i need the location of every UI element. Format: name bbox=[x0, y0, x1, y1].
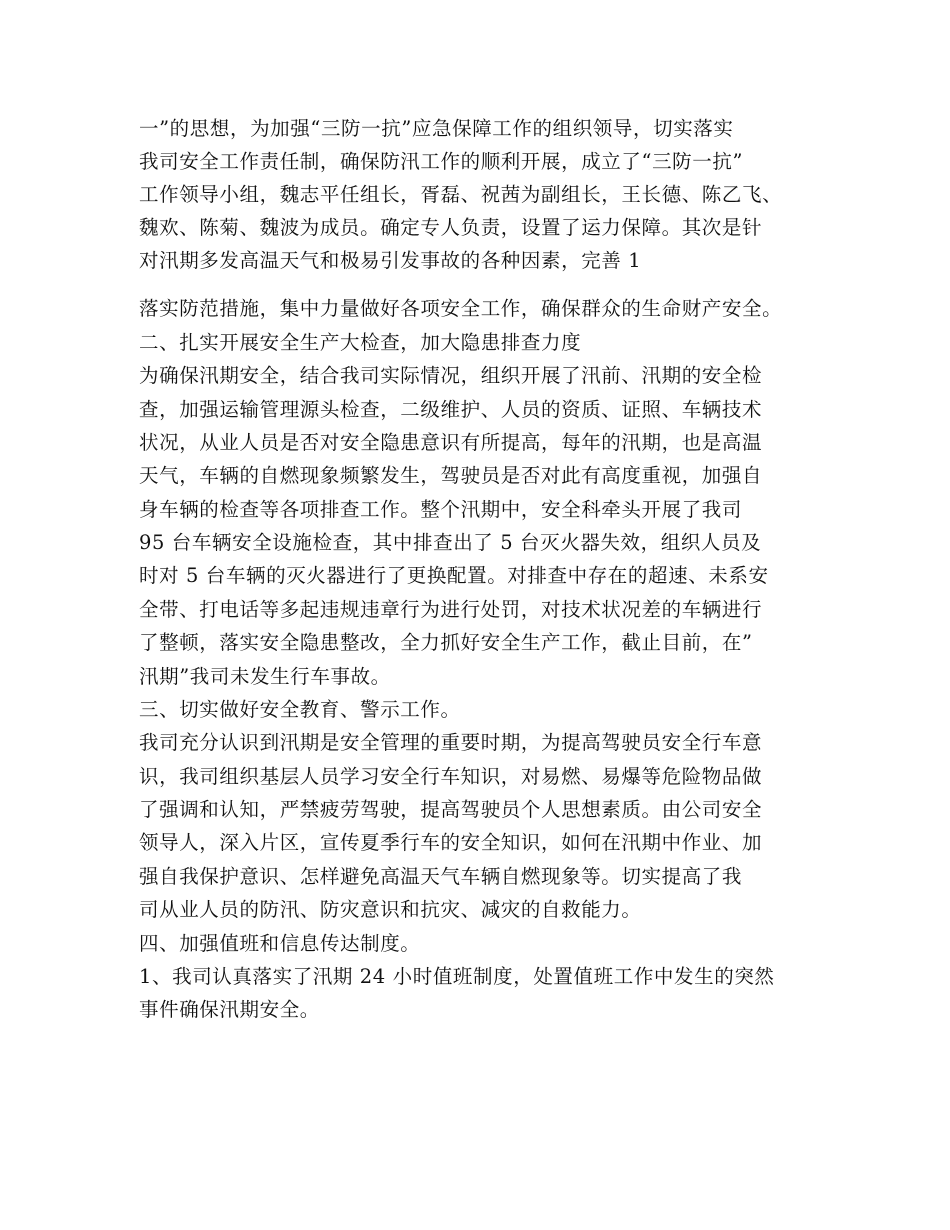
text-line: 了强调和认知，严禁疲劳驾驶，提高驾驶员个人思想素质。由公司安全 bbox=[139, 798, 763, 821]
text-line: 1、我司认真落实了汛期 24 小时值班制度，处置值班工作中发生的突然 bbox=[139, 965, 775, 988]
text-line: 一”的思想，为加强“三防一抗”应急保障工作的组织领导，切实落实 bbox=[139, 117, 734, 140]
text-line: 时对 5 台车辆的灭火器进行了更换配置。对排查中存在的超速、未系安 bbox=[139, 564, 769, 587]
text-line: 我司安全工作责任制，确保防汛工作的顺利开展，成立了“三防一抗” bbox=[139, 150, 744, 173]
text-line: 事件确保汛期安全。 bbox=[139, 998, 320, 1021]
section-heading: 三、切实做好安全教育、警示工作。 bbox=[139, 698, 461, 721]
text-line: 识，我司组织基层人员学习安全行车知识，对易燃、易爆等危险物品做 bbox=[139, 765, 763, 788]
text-line: 强自我保护意识、怎样避免高温天气车辆自燃现象等。切实提高了我 bbox=[139, 865, 743, 888]
text-line: 工作领导小组，魏志平任组长，胥磊、祝茜为副组长，王长德、陈乙飞、 bbox=[139, 183, 783, 206]
text-line: 司从业人员的防汛、防灾意识和抗灾、减灾的自救能力。 bbox=[139, 898, 642, 921]
text-line: 状况，从业人员是否对安全隐患意识有所提高，每年的汛期，也是高温 bbox=[139, 431, 763, 454]
text-line: 我司充分认识到汛期是安全管理的重要时期，为提高驾驶员安全行车意 bbox=[139, 731, 763, 754]
section-heading: 四、加强值班和信息传达制度。 bbox=[139, 932, 421, 955]
section-heading: 二、扎实开展安全生产大检查，加大隐患排查力度 bbox=[139, 331, 582, 354]
text-line: 了整顿，落实安全隐患整改，全力抓好安全生产工作，截止目前，在” bbox=[139, 631, 753, 654]
text-line: 落实防范措施，集中力量做好各项安全工作，确保群众的生命财产安全。 bbox=[139, 297, 783, 320]
text-line: 查，加强运输管理源头检查，二级维护、人员的资质、证照、车辆技术 bbox=[139, 398, 763, 421]
text-line: 天气，车辆的自燃现象频繁发生，驾驶员是否对此有高度重视，加强自 bbox=[139, 464, 763, 487]
text-line: 领导人，深入片区，宣传夏季行车的安全知识，如何在汛期中作业、加 bbox=[139, 831, 763, 854]
text-line: 汛期”我司未发生行车事故。 bbox=[139, 665, 391, 688]
text-line: 对汛期多发高温天气和极易引发事故的各种因素，完善 1 bbox=[139, 249, 642, 272]
text-line: 全带、打电话等多起违规违章行为进行处罚，对技术状况差的车辆进行 bbox=[139, 598, 763, 621]
text-line: 为确保汛期安全，结合我司实际情况，组织开展了汛前、汛期的安全检 bbox=[139, 364, 763, 387]
text-line: 身车辆的检查等各项排查工作。整个汛期中，安全科牵头开展了我司 bbox=[139, 498, 743, 521]
text-line: 95 台车辆安全设施检查，其中排查出了 5 台灭火器失效，组织人员及 bbox=[139, 531, 762, 554]
text-line: 魏欢、陈菊、魏波为成员。确定专人负责，设置了运力保障。其次是针 bbox=[139, 216, 763, 239]
